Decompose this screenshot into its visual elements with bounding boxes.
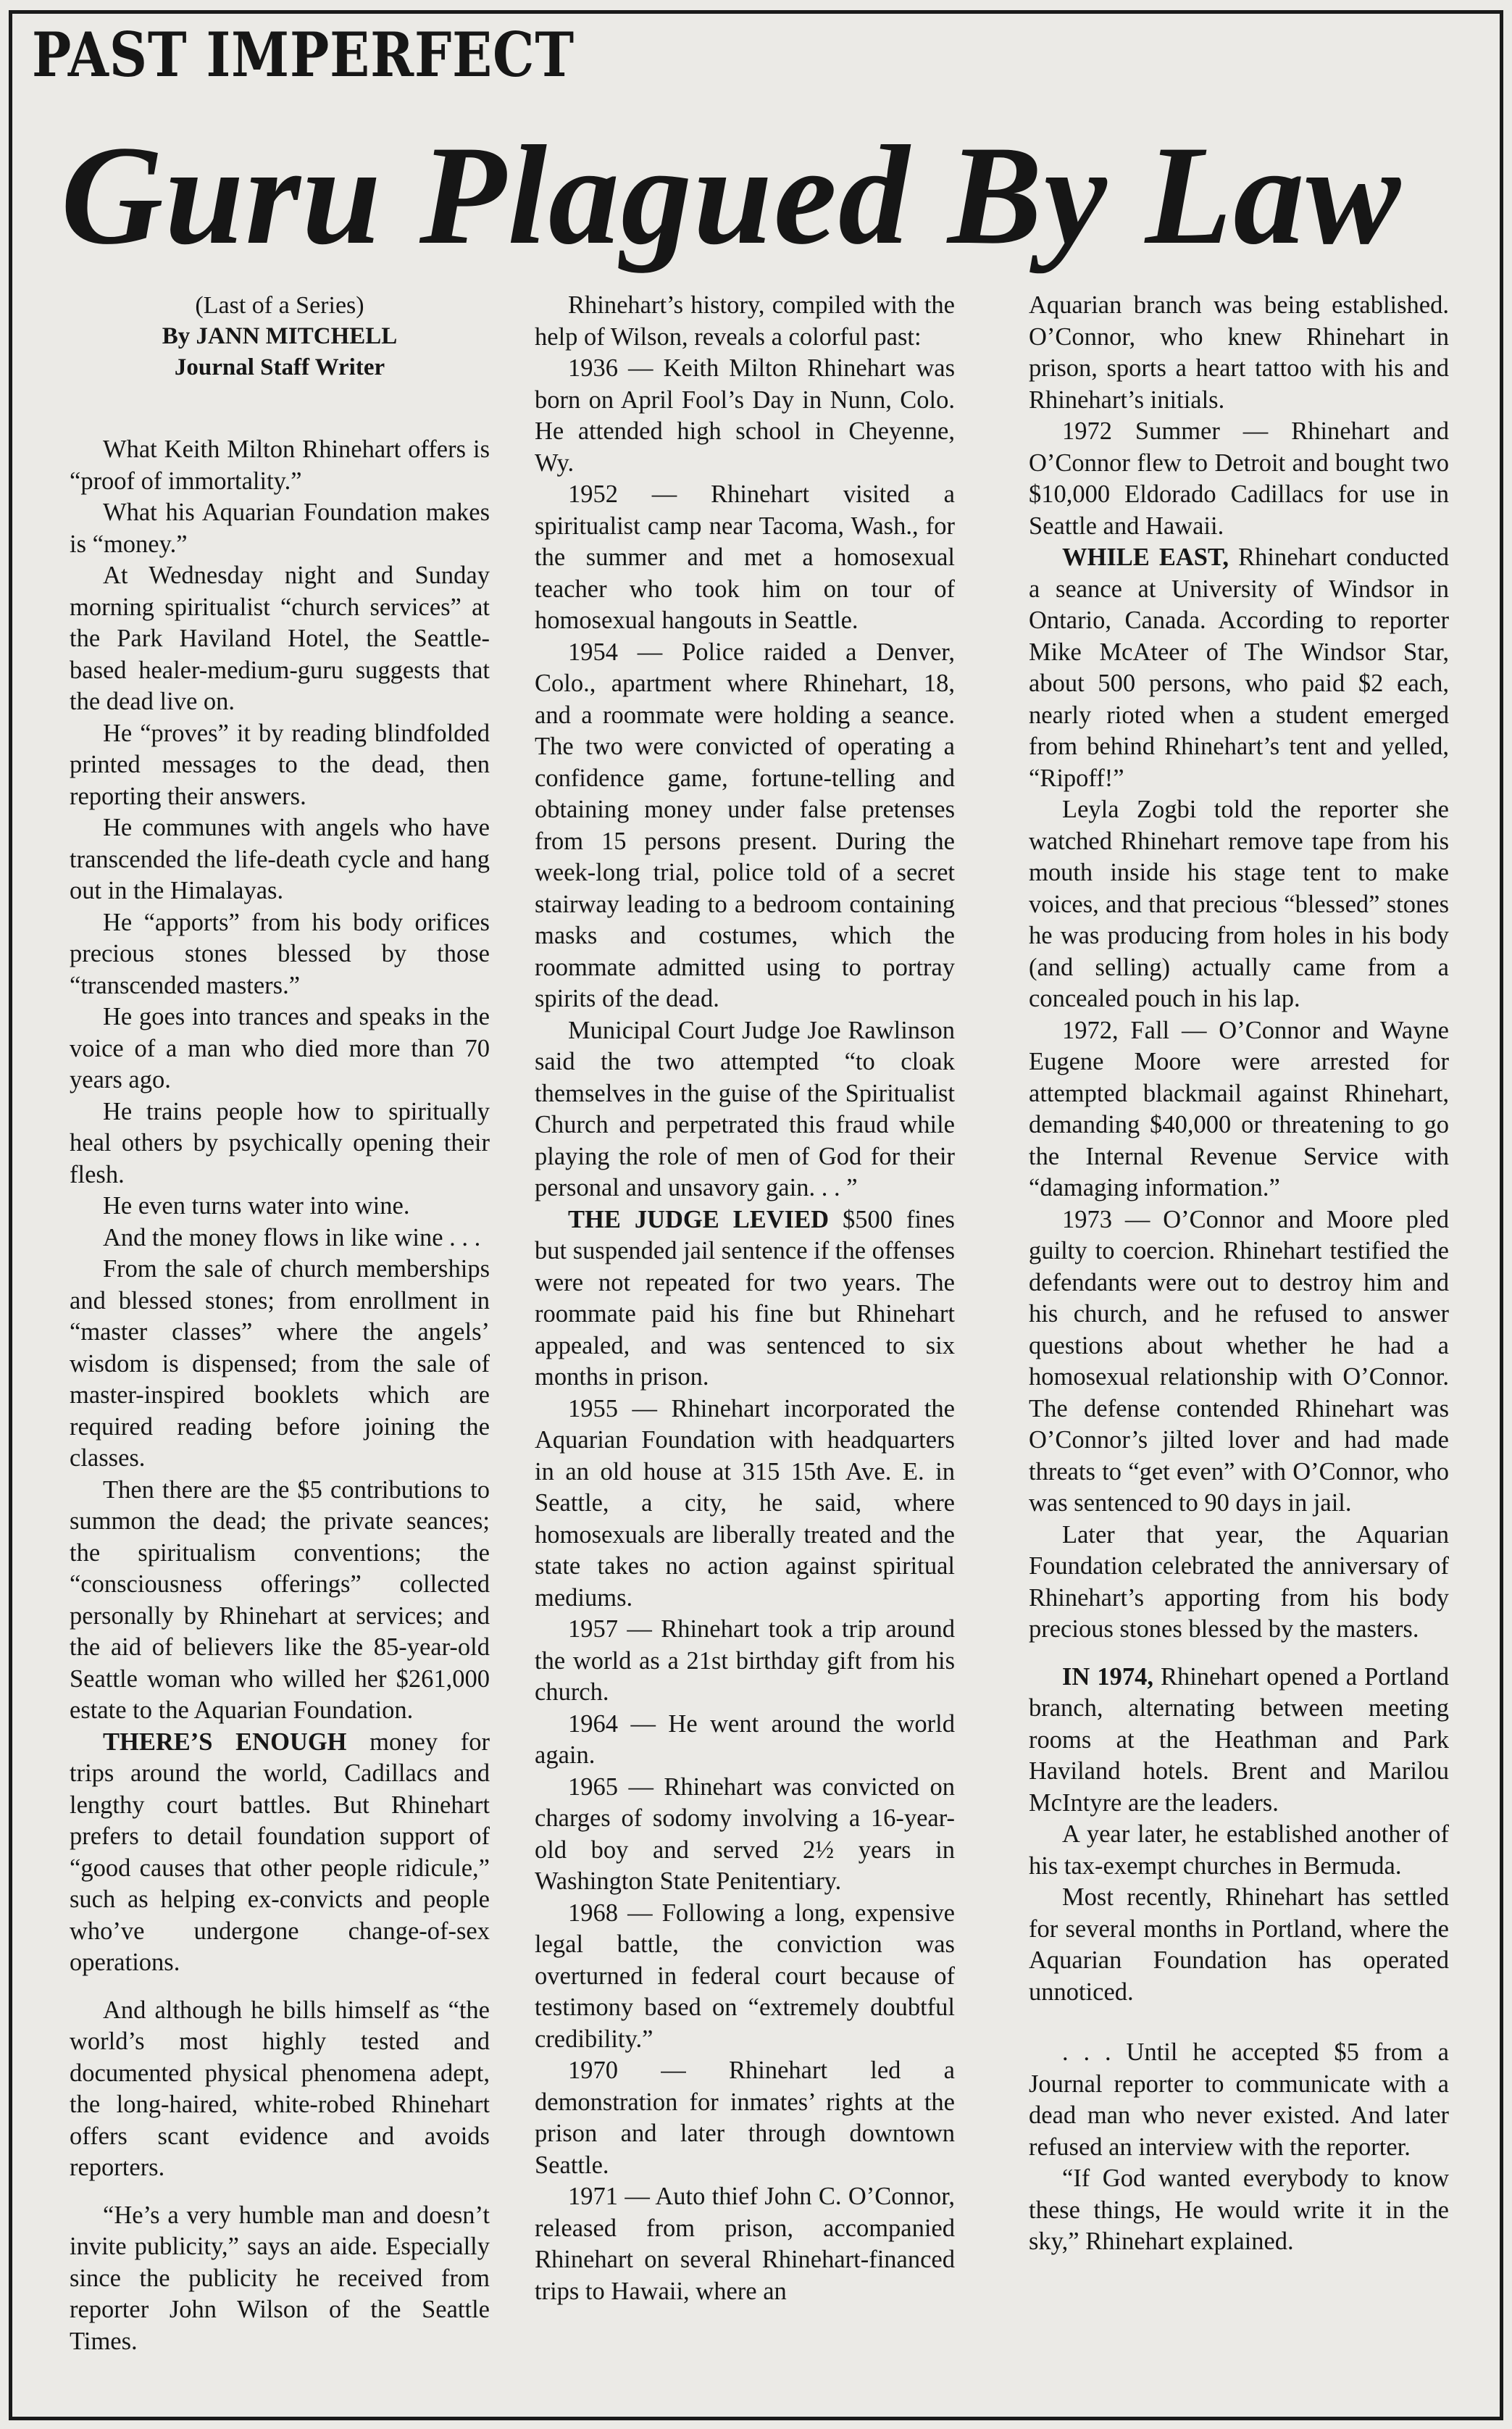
paragraph <box>70 1096 490 1191</box>
paragraph-text: At Wednesday night and Sunday morning spiritualist “church services” at the Park Haviland Hotel, the Seattle-based healer-medium-guru suggests that the dead live on. <box>70 562 490 715</box>
paragraph-text: 1955 — Rhinehart incorporated the Aquarian Foundation with headquarters in an old house at 315 15th Ave. E. in Seattle, a city, he said, where homosexuals are liberally treated and the state takes no action against spiritual mediums. <box>535 1394 955 1612</box>
paragraph-text: He goes into trances and speaks in the voice of a man who died more than 70 years ago. <box>70 1003 490 1093</box>
paragraph-text: 1964 — He went around the world again. <box>535 1709 955 1769</box>
paragraph <box>70 907 490 1002</box>
paragraph <box>1029 1520 1449 1646</box>
section-kicker: PAST IMPERFECT <box>32 19 575 91</box>
paragraph <box>1029 416 1449 542</box>
paragraph-text: Aquarian branch was being established. O’Connor, who knew Rhinehart in prison, sports a heart tattoo with his and Rhinehart’s initials. <box>1029 291 1449 414</box>
paragraph-lead-in: IN 1974, <box>1062 1662 1153 1691</box>
paragraph-text: Then there are the $5 contributions to summon the dead; the private seances; the spiritualism conventions; the “consciousness offerings” collected personally by Rhinehart at services; and the aid of believers like the 85-year-old Seattle woman who willed her $261,000 estate to the Aquarian Foundation. <box>70 1475 490 1724</box>
series-note: (Last of a Series) <box>195 292 364 319</box>
paragraph <box>70 1995 490 2184</box>
paragraph-text: 1952 — Rhinehart visited a spiritualist camp near Tacoma, Wash., for the summer and met a homosexual teacher who took him on tour of homosexual hangouts in Seattle. <box>535 480 955 634</box>
paragraph <box>70 434 490 497</box>
column-1 <box>70 290 490 2357</box>
paragraph-text: 1971 — Auto thief John C. O’Connor, released from prison, accompanied Rhinehart on several Rhinehart-financed trips to Hawaii, where an <box>535 2183 955 2305</box>
paragraph-text: 1968 — Following a long, expensive legal battle, the conviction was overturned in federal court because of testimony based on “extremely doubtful credibility.” <box>535 1899 955 2053</box>
paragraph-text: What his Aquarian Foundation makes is “money.” <box>70 499 490 558</box>
paragraph-text: Rhinehart opened a Portland branch, alternating between meeting rooms at the Heathman and Park Haviland hotels. Brent and Marilou McIntyre are the leaders. <box>1029 1662 1449 1817</box>
paragraph-text: 1954 — Police raided a Denver, Colo., apartment where Rhinehart, 18, and a roommate were holding a seance. The two were convicted of operating a confidence game, fortune-telling and obtaining money under false pretenses from 15 persons present. During the week-long trial, police told of a secret stairway leading to a bedroom containing masks and costumes, which the roommate admitted using to portray spirits of the dead. <box>535 638 955 1012</box>
paragraph <box>70 1222 490 1254</box>
paragraph-text: He “apports” from his body orifices precious stones blessed by those “transcended masters.” <box>70 908 490 999</box>
paragraph-text: He “proves” it by reading blindfolded printed messages to the dead, then reporting their answers. <box>70 719 490 810</box>
paragraph-text: What Keith Milton Rhinehart offers is “proof of immortality.” <box>70 436 490 495</box>
paragraph-lead-in: WHILE EAST, <box>1062 543 1229 571</box>
paragraph-text: And although he bills himself as “the world’s most highly tested and documented physical phenomena adept, the long-haired, white-robed Rhinehart offers scant evidence and avoids reporters. <box>70 1996 490 2181</box>
paragraph <box>535 1898 955 2056</box>
paragraph <box>70 2200 490 2358</box>
paragraph <box>70 1254 490 1475</box>
paragraph-text: “He’s a very humble man and doesn’t invite publicity,” says an aide. Especially since the publicity he received from reporter John Wilson of the Seattle Times. <box>70 2201 490 2355</box>
paragraph <box>535 1015 955 1204</box>
paragraph-text: He communes with angels who have transcended the life-death cycle and hang out in the Himalayas. <box>70 814 490 904</box>
paragraph-text: He even turns water into wine. <box>103 1192 410 1220</box>
column-1-body <box>70 434 490 2357</box>
paragraph-text: 1972, Fall — O’Connor and Wayne Eugene Moore were arrested for attempted blackmail against Rhinehart, demanding $40,000 or threatening to go the Internal Revenue Service with “damaging information.” <box>1029 1016 1449 1201</box>
paragraph-text: 1972 Summer — Rhinehart and O’Connor flew to Detroit and bought two $10,000 Eldorado Cadillacs for use in Seattle and Hawaii. <box>1029 417 1449 540</box>
paragraph <box>1029 1015 1449 1204</box>
paragraph-text: 1965 — Rhinehart was convicted on charges of sodomy involving a 16-year-old boy and served 2½ years in Washington State Penitentiary. <box>535 1772 955 1895</box>
paragraph <box>70 560 490 718</box>
paragraph <box>70 812 490 907</box>
paragraph <box>1029 542 1449 794</box>
paragraph-text: Rhinehart conducted a seance at University of Windsor in Ontario, Canada. According to reporter Mike McAteer of The Windsor Star, about 500 persons, who paid $2 each, nearly rioted when a student emerged from behind Rhinehart’s tent and yelled, “Ripoff!” <box>1029 543 1449 792</box>
column-2-body <box>535 290 955 2307</box>
paragraph <box>1029 1662 1449 1820</box>
paragraph-text: Municipal Court Judge Joe Rawlinson said the two attempted “to cloak themselves in the guise of the Spiritualist Church and perpetrated this fraud while playing the role of men of God for their personal and unsavory gain. . . ” <box>535 1016 955 1201</box>
paragraph-text: He trains people how to spiritually heal others by psychically opening their flesh. <box>70 1097 490 1188</box>
paragraph <box>535 353 955 479</box>
paragraph-text: . . . Until he accepted $5 from a Journal reporter to communicate with a dead man who never existed. And later refused an interview with the reporter. <box>1029 2038 1449 2161</box>
paragraph-text: 1973 — O’Connor and Moore pled guilty to coercion. Rhinehart testified the defendants were out to destroy him and his church, and he refused to answer questions about whether he had a homosexual relationship with O’Connor. The defense contended Rhinehart was O’Connor’s jilted lover and had made threats to “get even” with O’Connor, who was sentenced to 90 days in jail. <box>1029 1205 1449 1517</box>
paragraph-text: And the money flows in like wine . . . <box>103 1223 481 1251</box>
paragraph <box>535 1204 955 1393</box>
paragraph <box>1029 2037 1449 2163</box>
author-title: Journal Staff Writer <box>174 354 385 380</box>
paragraph-text: “If God wanted everybody to know these things, He would write it in the sky,” Rhinehart explained. <box>1029 2165 1449 2255</box>
author-name: By JANN MITCHELL <box>162 323 398 349</box>
paragraph-text: A year later, he established another of his tax-exempt churches in Bermuda. <box>1029 1820 1449 1880</box>
paragraph-text: Later that year, the Aquarian Foundation celebrated the anniversary of Rhinehart’s apporting from his body precious stones blessed by the masters. <box>1029 1520 1449 1643</box>
paragraph <box>535 2055 955 2181</box>
column-3-body <box>1029 290 1449 2258</box>
paragraph <box>1029 1882 1449 2008</box>
headline: Guru Plagued By Law <box>61 117 1403 274</box>
column-2 <box>535 290 955 2307</box>
paragraph-text: 1970 — Rhinehart led a demonstration for inmates’ rights at the prison and later through downtown Seattle. <box>535 2057 955 2179</box>
paragraph-text: Most recently, Rhinehart has settled for several months in Portland, where the Aquarian Foundation has operated unnoticed. <box>1029 1883 1449 2006</box>
paragraph-text: 1936 — Keith Milton Rhinehart was born on April Fool’s Day in Nunn, Colo. He attended high school in Cheyenne, Wy. <box>535 354 955 477</box>
paragraph <box>535 2181 955 2307</box>
paragraph <box>70 718 490 813</box>
paragraph <box>535 637 955 1015</box>
paragraph <box>70 1727 490 1979</box>
paragraph <box>1029 1204 1449 1520</box>
paragraph-text: 1957 — Rhinehart took a trip around the world as a 21st birthday gift from his church. <box>535 1615 955 1706</box>
paragraph <box>1029 1819 1449 1882</box>
paragraph-lead-in: THERE’S ENOUGH <box>103 1728 347 1756</box>
paragraph <box>535 1393 955 1615</box>
paragraph <box>535 479 955 637</box>
column-3 <box>1029 290 1449 2258</box>
paragraph-lead-in: THE JUDGE LEVIED <box>568 1205 829 1233</box>
paragraph-text: money for trips around the world, Cadillacs and lengthy court battles. But Rhinehart prefers to detail foundation support of “good causes that other people ridicule,” such as helping ex-convicts and people who’ve undergone change-of-sex operations. <box>70 1728 490 1976</box>
byline <box>70 290 490 383</box>
paragraph-text: Rhinehart’s history, compiled with the help of Wilson, reveals a colorful past: <box>535 291 955 351</box>
paragraph <box>70 497 490 560</box>
paragraph-text: $500 fines but suspended jail sentence if the offenses were not repeated for two years. The roommate paid his fine but Rhinehart appealed, and was sentenced to six months in prison. <box>535 1205 955 1391</box>
paragraph <box>1029 2163 1449 2258</box>
paragraph <box>1029 794 1449 1015</box>
paragraph <box>535 1709 955 1772</box>
paragraph-text: From the sale of church memberships and blessed stones; from enrollment in “master classes” where the angels’ wisdom is dispensed; from the sale of master-inspired booklets which are required reading before joining the classes. <box>70 1255 490 1472</box>
paragraph <box>535 1772 955 1898</box>
paragraph <box>70 1475 490 1727</box>
paragraph <box>1029 290 1449 416</box>
paragraph <box>535 1614 955 1709</box>
paragraph-text: Leyla Zogbi told the reporter she watched Rhinehart remove tape from his mouth inside his stage tent to make voices, and that precious “blessed” stones he was producing from holes in his body (and selling) actually came from a concealed pouch in his lap. <box>1029 796 1449 1012</box>
paragraph <box>535 290 955 353</box>
paragraph <box>70 1191 490 1222</box>
paragraph <box>70 1001 490 1096</box>
